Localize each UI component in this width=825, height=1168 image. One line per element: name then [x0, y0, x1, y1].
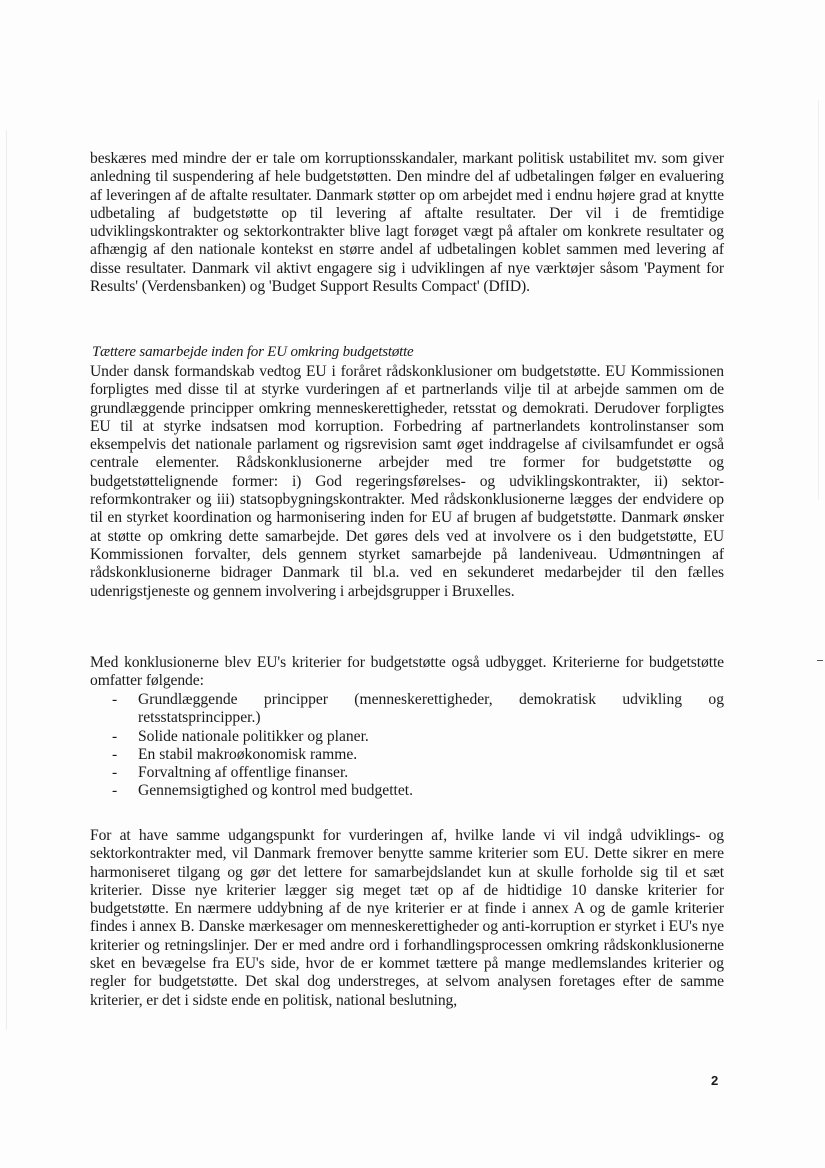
page-number: 2	[711, 1073, 719, 1088]
list-item-text: Forvaltning af offentlige finanser.	[138, 764, 349, 782]
list-dash: -	[112, 727, 118, 745]
body-paragraph-1: beskæres med mindre der er tale om korruptionsskandaler, markant politisk ustabilitet mv. som giver anledning til suspendering af hele budgetstøtten. Den mindre del af udbetalingen følger en evaluering af leveringen af de aftalte resultater. Danmark støtter op om arbejdet med i endnu højere grad at knytte udbetaling af budgetstøtte op til levering af aftalte resultater. Der vil i de fremtidige udviklingskontrakter og sektorkontrakter blive lagt forøget vægt på aftaler om konkrete resultater og afhængig af den nationale kontekst en større andel af udbetalingen koblet sammen med levering af disse resultater. Danmark vil aktivt engagere sig i udviklingen af nye værktøjer såsom 'Payment for Results' (Verdensbanken) og 'Budget Support Results Compact' (DfID).	[90, 150, 724, 296]
list-item-text: En stabil makroøkonomisk ramme.	[138, 745, 358, 763]
scan-edge-line	[818, 100, 819, 500]
scan-edge-line	[6, 130, 7, 1030]
list-dash: -	[112, 745, 118, 763]
body-paragraph-4: For at have samme udgangspunkt for vurderingen af, hvilke lande vi vil indgå udviklings- og sektorkontrakter med, vil Danmark fremover benytte samme kriterier som EU. Dette sikrer en mere harmoniseret tilgang og gør det lettere for samarbejdslandet kun at skulle forholde sig til et sæt kriterier. Disse nye kriterier lægger sig meget tæt op af de hidtidige 10 danske kriterier for budgetstøtte. En nærmere uddybning af de nye kriterier er at finde i annex A og de gamle kriterier findes i annex B. Danske mærkesager om menneskerettigheder og anti-korruption er styrket i EU's nye kriterier og retningslinjer. Der er med andre ord i forhandlingsprocessen omkring rådskonklusionerne sket en bevægelse fra EU's side, hvor de er kommet tættere på mange medlemslandes kriterier og regler for budgetstøtte. Det skal dog understreges, at selvom analysen foretages efter de samme kriterier, er det i sidste ende en politisk, national beslutning,	[90, 827, 724, 1009]
body-paragraph-2: Under dansk formandskab vedtog EU i foråret rådskonklusioner om budgetstøtte. EU Kommissionen forpligtes med disse til at styrke vurderingen af et partnerlands vilje til at arbejde sammen om de grundlæggende principper omkring menneskerettigheder, retsstat og demokrati. Derudover forpligtes EU til at styrke indsatsen mod korruption. Forbedring af partnerlandets kontrolinstanser som eksempelvis det nationale parlament og rigsrevision samt øget inddragelse af civilsamfundet er også centrale elementer. Rådskonklusionerne arbejder med tre former for budgetstøtte og budgetstøttelignende former: i) God regeringsførelses- og udviklingskontrakter, ii) sektor-reformkontraker og iii) statsopbygningskontrakter. Med rådskonklusionerne lægges der endvidere op til en styrket koordination og harmonisering inden for EU af brugen af budgetstøtte. Danmark ønsker at støtte op omkring dette samarbejde. Det gøres dels ved at involvere os i den budgetstøtte, EU Kommissionen forvalter, dels gennem styrket samarbejde på landeniveau. Udmøntningen af rådskonklusionerne bidrager Danmark til bl.a. ved en sekunderet medarbejder til den fælles udenrigstjeneste og gennem involvering i arbejdsgrupper i Bruxelles.	[90, 363, 724, 600]
scan-margin-tick	[817, 660, 823, 661]
list-item-text: Solide nationale politikker og planer.	[138, 727, 369, 745]
list-item-text: Gennemsigtighed og kontrol med budgettet.	[138, 782, 414, 800]
list-item	[112, 691, 724, 728]
criteria-list	[112, 691, 724, 801]
list-dash: -	[112, 691, 118, 708]
list-item	[112, 746, 724, 764]
list-dash: -	[112, 764, 118, 782]
list-item-text: Grundlæggende principper (menneskerettigheder, demokratisk udvikling og retsstatsprincipper.)	[138, 691, 724, 727]
list-item	[112, 764, 724, 782]
list-item	[112, 728, 724, 746]
list-item	[112, 782, 724, 800]
body-paragraph-3: Med konklusionerne blev EU's kriterier for budgetstøtte også udbygget. Kriterierne for budgetstøtte omfatter følgende:	[90, 654, 724, 690]
list-dash: -	[112, 782, 118, 800]
section-heading: Tættere samarbejde inden for EU omkring budgetstøtte	[92, 344, 414, 360]
